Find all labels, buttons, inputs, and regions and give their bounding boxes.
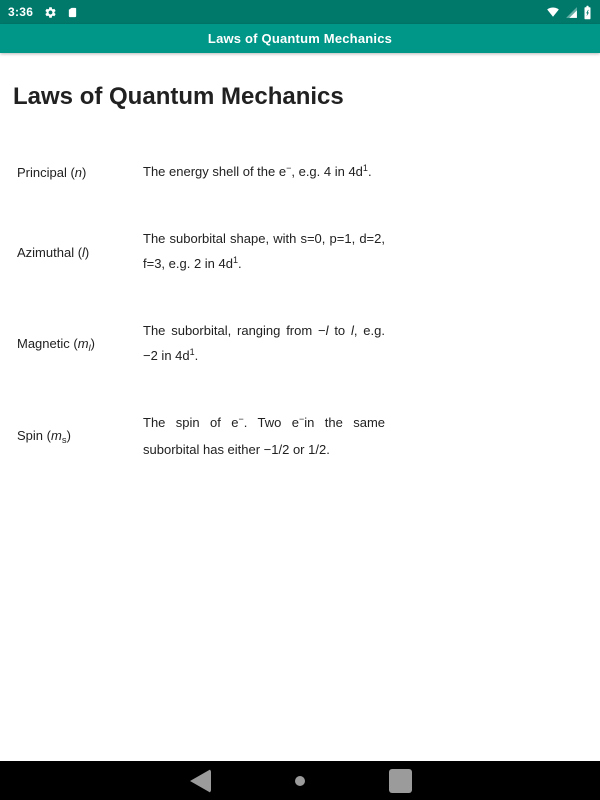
settings-icon: [44, 6, 57, 19]
row-label: Magnetic $(m_l)$: [17, 335, 96, 354]
recents-button[interactable]: [387, 766, 413, 796]
quantum-number-row: [17, 149, 385, 196]
home-button[interactable]: [287, 766, 313, 796]
home-icon: [295, 776, 305, 786]
quantum-number-row: [17, 308, 385, 380]
navigation-bar: [0, 761, 600, 800]
recents-icon: [389, 769, 412, 793]
row-label: Principal (n): [17, 165, 87, 180]
app-bar-title: Laws of Quantum Mechanics: [207, 31, 393, 46]
quantum-number-row: [17, 216, 385, 288]
row-description: The suborbital shape, with s=0, p=1, d=2, f=3, e.g. 2 in $4d^1$.: [143, 231, 385, 271]
row-description: The spin of e−. Two e−in the same suborbital has either −1/2 or 1/2.: [143, 414, 386, 457]
quantum-numbers-table: [17, 149, 385, 472]
app-bar: [0, 24, 600, 53]
row-description: The suborbital, ranging from −l to l, e.g. −2 in $4d^1$.: [143, 323, 385, 363]
status-bar-right: [541, 5, 592, 20]
status-bar: [0, 0, 600, 24]
cell-signal-icon: [565, 6, 578, 19]
sd-card-icon: [67, 6, 78, 19]
row-label: Spin $(m_s)$: [17, 427, 71, 446]
page-title: Laws of Quantum Mechanics: [13, 83, 344, 110]
back-button[interactable]: [187, 766, 213, 796]
row-description: The energy shell of the e−, e.g. 4 in $4d^1$.: [143, 163, 372, 179]
status-time: 3:36: [8, 5, 34, 19]
back-icon: [190, 769, 211, 793]
content: [0, 53, 600, 761]
battery-charging-icon: [583, 5, 592, 20]
wifi-icon: [546, 6, 560, 18]
quantum-number-row: [17, 400, 385, 472]
row-label: Azimuthal (l): [17, 244, 90, 260]
